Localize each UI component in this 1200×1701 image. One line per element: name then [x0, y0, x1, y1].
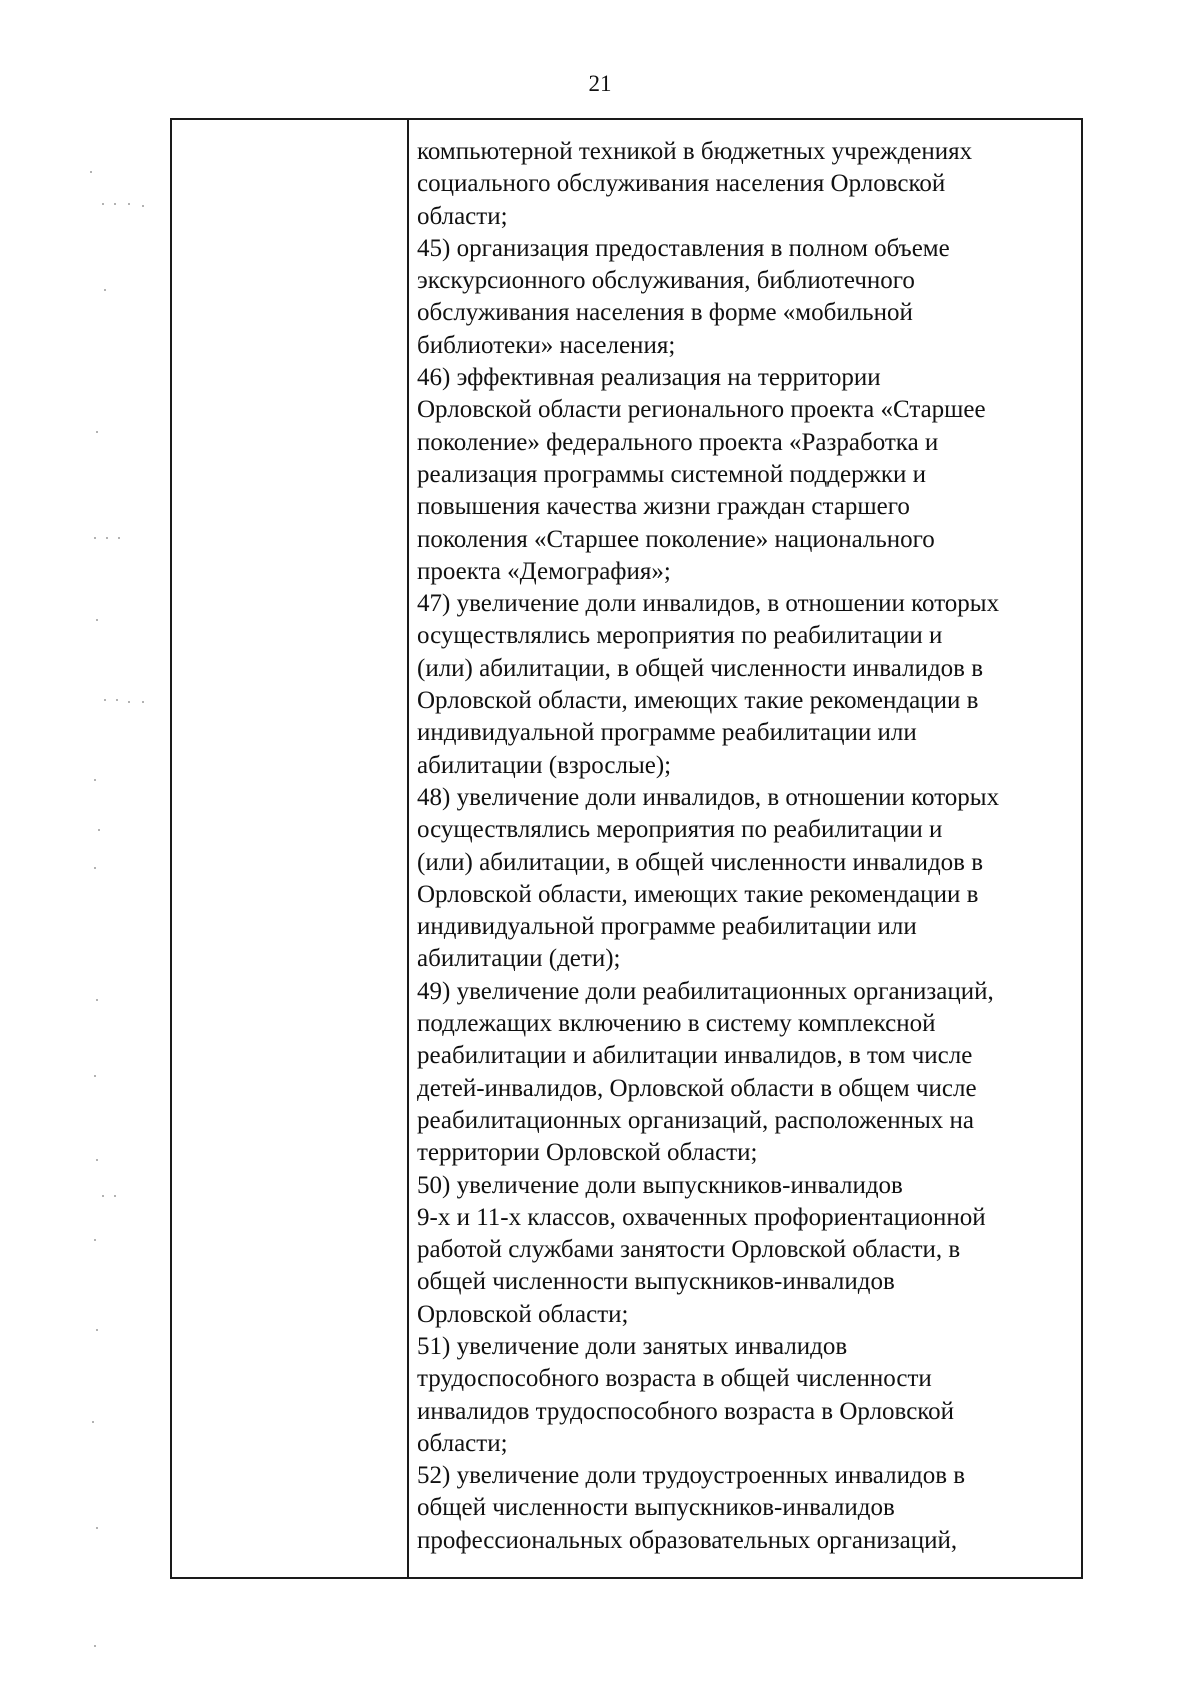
- text-line: осуществлялись мероприятия по реабилитации и: [417, 622, 943, 650]
- text-line: поколения «Старшее поколение» национального: [417, 525, 935, 553]
- text-line: территории Орловской области;: [417, 1139, 758, 1167]
- text-line: 49) увеличение доли реабилитационных организаций,: [417, 977, 994, 1005]
- text-line: 51) увеличение доли занятых инвалидов: [417, 1332, 848, 1360]
- text-line: абилитации (взрослые);: [417, 751, 672, 779]
- text-line: работой службами занятости Орловской области, в: [417, 1236, 961, 1264]
- text-line: инвалидов трудоспособного возраста в Орловской: [417, 1397, 955, 1425]
- text-line: реабилитационных организаций, расположенных на: [417, 1106, 974, 1134]
- scan-margin-specks: [85, 0, 165, 1701]
- text-line: трудоспособного возраста в общей численности: [417, 1365, 932, 1393]
- text-line: индивидуальной программе реабилитации или: [417, 913, 917, 941]
- text-line: профессиональных образовательных организаций,: [417, 1526, 958, 1554]
- text-line: общей численности выпускников-инвалидов: [417, 1268, 895, 1296]
- text-line: библиотеки» населения;: [417, 331, 676, 359]
- text-line: абилитации (дети);: [417, 945, 621, 973]
- text-line: подлежащих включению в систему комплексной: [417, 1010, 936, 1038]
- text-line: 9-х и 11-х классов, охваченных профориентационной: [417, 1203, 986, 1231]
- document-table: [170, 118, 1083, 1579]
- text-line: общей численности выпускников-инвалидов: [417, 1494, 895, 1522]
- text-line: поколение» федерального проекта «Разработка и: [417, 428, 939, 456]
- table-left-cell: [172, 120, 409, 1577]
- text-line: экскурсионного обслуживания, библиотечного: [417, 267, 915, 295]
- text-line: (или) абилитации, в общей численности инвалидов в: [417, 654, 984, 682]
- text-line: 46) эффективная реализация на территории: [417, 364, 881, 392]
- text-line: повышения качества жизни граждан старшего: [417, 493, 910, 521]
- text-line: обслуживания населения в форме «мобильной: [417, 299, 913, 327]
- text-line: 47) увеличение доли инвалидов, в отношении которых: [417, 590, 1000, 618]
- text-line: реабилитации и абилитации инвалидов, в том числе: [417, 1042, 973, 1070]
- text-line: области;: [417, 202, 508, 230]
- text-line: Орловской области, имеющих такие рекомендации в: [417, 880, 979, 908]
- text-line: 45) организация предоставления в полном объеме: [417, 234, 950, 262]
- text-line: 48) увеличение доли инвалидов, в отношении которых: [417, 783, 1000, 811]
- page-number: 21: [588, 71, 612, 96]
- text-line: 50) увеличение доли выпускников-инвалидов: [417, 1171, 903, 1199]
- text-line: проекта «Демография»;: [417, 557, 671, 585]
- text-line: области;: [417, 1429, 508, 1457]
- text-line: Орловской области, имеющих такие рекомендации в: [417, 687, 979, 715]
- text-line: Орловской области регионального проекта «Старшее: [417, 396, 986, 424]
- text-line: Орловской области;: [417, 1300, 629, 1328]
- table-right-cell: [409, 120, 1081, 1577]
- text-line: 52) увеличение доли трудоустроенных инвалидов в: [417, 1462, 966, 1490]
- text-line: компьютерной техникой в бюджетных учреждениях: [417, 138, 973, 165]
- text-line: индивидуальной программе реабилитации или: [417, 719, 917, 747]
- text-line: социального обслуживания населения Орловской: [417, 170, 946, 198]
- text-line: реализация программы системной поддержки и: [417, 460, 927, 488]
- text-line: осуществлялись мероприятия по реабилитации и: [417, 816, 943, 844]
- text-line: детей-инвалидов, Орловской области в общем числе: [417, 1074, 977, 1102]
- text-line: (или) абилитации, в общей численности инвалидов в: [417, 848, 984, 876]
